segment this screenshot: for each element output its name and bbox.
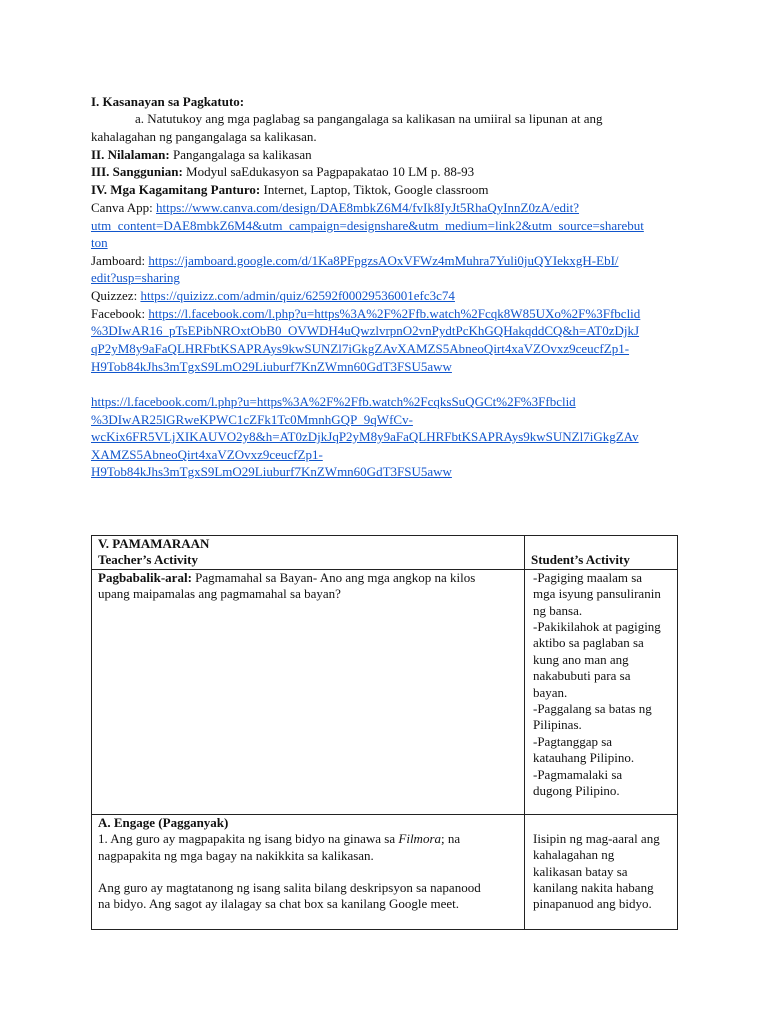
list-item: Pilipinas.: [533, 717, 582, 733]
list-item: -Pagmamalaki sa: [533, 766, 623, 782]
objective-a-cont: kahalagahan ng pangangalaga sa kalikasan.: [91, 129, 317, 144]
facebook-link-2-cont1[interactable]: %3DIwAR25lGRweKPWC1cZFk1Tc0MmnhGQP_9qWfCv-: [91, 412, 413, 427]
jamboard-row: Jamboard: https://jamboard.google.com/d/1Ka8PFpgzsAOxVFWz4mMuhra7Yuli0juQYIekxgH-EbI/: [91, 253, 619, 268]
facebook-link-1-cont3[interactable]: H9Tob84kJhs3mTgxS9LmO29Liuburf7KnZWmn60GdT3FSU5aww: [91, 359, 452, 374]
engage-step-1-cont: nagpapakita ng mga bagay na nakikkita sa kalikasan.: [98, 847, 374, 863]
teacher-activity-header: Teacher’s Activity: [98, 552, 199, 568]
facebook-row: Facebook: https://l.facebook.com/l.php?u=https%3A%2F%2Ffb.watch%2Fcqk8W85UXo%2F%3Ffbclid: [91, 306, 641, 321]
table-row: [92, 814, 678, 929]
list-item: -Paggalang sa batas ng: [533, 701, 652, 717]
facebook-row-cont1: [91, 323, 639, 339]
review-cell: [92, 569, 525, 814]
canva-link[interactable]: https://www.canva.com/design/DAE8mbkZ6M4/fvIk8IyJt5RhaQyInnZ0zA/edit?: [156, 200, 580, 215]
list-item: katauhang Pilipino.: [533, 750, 635, 766]
facebook-row-cont2: [91, 341, 629, 357]
facebook2-row-cont1: [91, 412, 413, 428]
facebook-link-2-cont4[interactable]: H9Tob84kJhs3mTgxS9LmO29Liuburf7KnZWmn60GdT3FSU5aww: [91, 464, 452, 479]
facebook-row-cont3: [91, 359, 452, 375]
engage-para-2-cont: na bidyo. Ang sagot ay ilalagay sa chat box sa kanilang Google meet.: [98, 896, 460, 912]
list-item: aktibo sa paglaban sa: [533, 635, 644, 651]
list-item: -Pagiging maalam sa: [533, 569, 643, 585]
facebook2-row-cont2: [91, 429, 639, 445]
jamboard-link-cont[interactable]: edit?usp=sharing: [91, 270, 180, 285]
facebook2-row-cont3: [91, 447, 323, 463]
list-item: kung ano man ang: [533, 651, 629, 667]
engage-student-cell: [525, 814, 678, 929]
jamboard-row-cont: [91, 270, 180, 286]
engage-cell: [92, 814, 525, 929]
section-ii: II. Nilalaman: Pangangalaga sa kalikasan: [91, 147, 312, 162]
pamamaraan-table: [91, 535, 678, 930]
facebook2-row-cont4: [91, 464, 452, 480]
quizizz-row: Quizzez: https://quizizz.com/admin/quiz/62592f00029536001efc3c74: [91, 288, 455, 303]
engage-step-1: 1. Ang guro ay magpapakita ng isang bidyo na ginawa sa Filmora; na: [98, 831, 461, 847]
canva-row-cont: [91, 218, 644, 234]
review-text: Pagbabalik-aral: Pagmamahal sa Bayan- Ano ang mga angkop na kilos: [98, 569, 476, 585]
canva-row: Canva App: https://www.canva.com/design/DAE8mbkZ6M4/fvIk8IyJt5RhaQyInnZ0zA/edit?: [91, 200, 580, 215]
list-item: -Pakikilahok at pagiging: [533, 619, 661, 635]
student-activity-header: Student’s Activity: [531, 552, 630, 567]
table-header-row: [92, 536, 678, 570]
canva-row-cont2: [91, 235, 108, 251]
list-item: mga isyung pansuliranin: [533, 586, 661, 602]
quizizz-link[interactable]: https://quizizz.com/admin/quiz/62592f00029536001efc3c74: [140, 288, 455, 303]
list-item: pinapanuod ang bidyo.: [533, 896, 652, 912]
list-item: kalikasan batay sa: [533, 863, 628, 879]
list-item: ng bansa.: [533, 602, 583, 618]
list-item: kanilang nakita habang: [533, 880, 654, 896]
list-item: -Pagtanggap sa: [533, 733, 613, 749]
objective-a: a. Natutukoy ang mga paglabag sa pangangalaga sa kalikasan na umiiral sa lipunan at ang: [135, 111, 603, 126]
list-item: nakabubuti para sa: [533, 668, 631, 684]
facebook-link-2-cont3[interactable]: XAMZS5AbneoQirt4xaVZOvxz9ceucfZp1-: [91, 447, 323, 462]
review-student-cell: [525, 569, 678, 814]
facebook-link-1-cont2[interactable]: qP2yM8y9aFaQLHRFbtKSAPRAys9kwSUNZl7iGkgZAvXAMZS5AbneoQirt4xaVZOvxz9ceucfZp1-: [91, 341, 630, 356]
pamamaraan-title: V. PAMAMARAAN: [98, 536, 210, 551]
facebook2-row: [91, 394, 576, 410]
section-iv: IV. Mga Kagamitang Panturo: Internet, Laptop, Tiktok, Google classroom: [91, 182, 489, 197]
canva-link-cont[interactable]: utm_content=DAE8mbkZ6M4&utm_campaign=designshare&utm_medium=link2&utm_source=sharebut: [91, 218, 644, 233]
jamboard-link[interactable]: https://jamboard.google.com/d/1Ka8PFpgzsAOxVFWz4mMuhra7Yuli0juQYIekxgH-EbI/: [148, 253, 619, 268]
facebook-link-1-cont1[interactable]: %3DIwAR16_pTsEPibNROxtObB0_OVWDH4uQwzlvrpnO2vnPydtPcKhGQHakqddCQ&h=AT0zDjkJ: [91, 323, 640, 338]
list-item: kahalagahan ng: [533, 847, 615, 863]
list-item: dugong Pilipino.: [533, 783, 620, 799]
facebook-link-2-cont2[interactable]: wcKix6FR5VLjXIKAUVO2y8&h=AT0zDjkJqP2yM8y9aFaQLHRFbtKSAPRAys9kwSUNZl7iGkgZAv: [91, 429, 639, 444]
canva-link-cont2[interactable]: ton: [91, 235, 108, 250]
teacher-header-cell: [92, 536, 525, 570]
engage-heading: A. Engage (Pagganyak): [98, 814, 229, 830]
list-item: bayan.: [533, 684, 568, 700]
student-header-cell: [525, 536, 678, 570]
facebook-link-1[interactable]: https://l.facebook.com/l.php?u=https%3A%2F%2Ffb.watch%2Fcqk8W85UXo%2F%3Ffbclid: [148, 306, 641, 321]
facebook-link-2[interactable]: https://l.facebook.com/l.php?u=https%3A%2F%2Ffb.watch%2FcqksSuQGCt%2F%3Ffbclid: [91, 394, 576, 409]
table-row: [92, 569, 678, 814]
engage-para-2: Ang guro ay magtatanong ng isang salita bilang deskripsyon sa napanood: [98, 880, 481, 896]
section-i-heading: I. Kasanayan sa Pagkatuto:: [91, 94, 245, 109]
review-text-cont: upang maipamalas ang pagmamahal sa bayan?: [98, 586, 341, 602]
list-item: Iisipin ng mag-aaral ang: [533, 830, 660, 846]
section-iii: III. Sanggunian: Modyul saEdukasyon sa Pagpapakatao 10 LM p. 88-93: [91, 164, 475, 179]
